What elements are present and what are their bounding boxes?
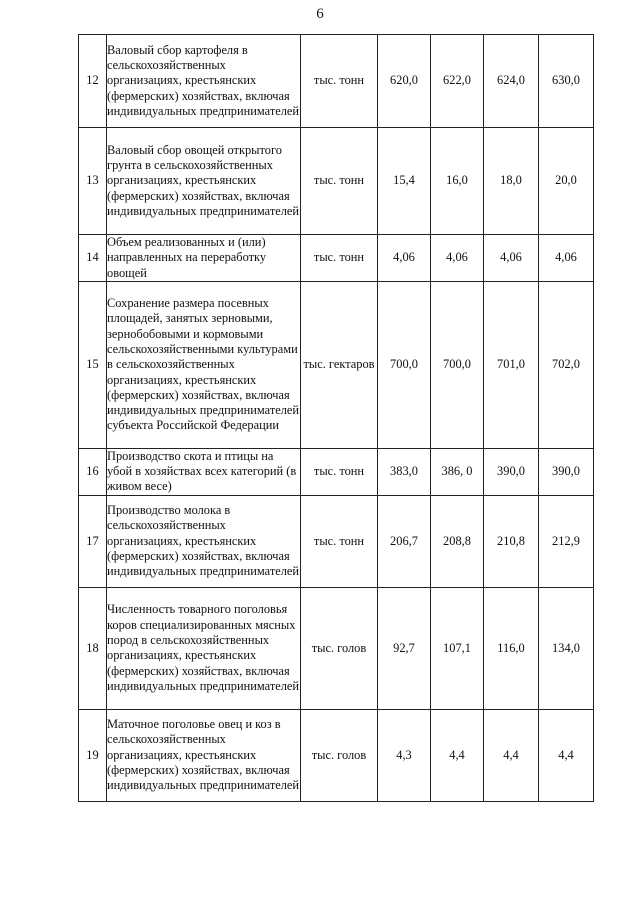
row-number: 19 xyxy=(79,709,107,801)
value-cell: 4,4 xyxy=(431,709,484,801)
value-cell: 16,0 xyxy=(431,128,484,235)
value-cell: 20,0 xyxy=(539,128,594,235)
unit-cell: тыс. тонн xyxy=(301,235,378,282)
value-cell: 700,0 xyxy=(431,281,484,448)
row-number: 17 xyxy=(79,495,107,587)
page-number: 6 xyxy=(316,6,324,22)
unit-cell: тыс. гектаров xyxy=(301,281,378,448)
table-row xyxy=(79,281,594,448)
value-cell: 624,0 xyxy=(484,35,539,128)
row-number: 13 xyxy=(79,128,107,235)
value-cell: 701,0 xyxy=(484,281,539,448)
value-cell: 702,0 xyxy=(539,281,594,448)
unit-cell: тыс. тонн xyxy=(301,128,378,235)
indicator-name: Валовый сбор картофеля в сельскохозяйственных организациях, крестьянских (фермерских) хозяйствах, включая индивидуальных предпринимателей xyxy=(107,35,301,128)
indicator-name: Производство скота и птицы на убой в хозяйствах всех категорий (в живом весе) xyxy=(107,448,301,495)
value-cell: 4,3 xyxy=(378,709,431,801)
value-cell: 4,4 xyxy=(539,709,594,801)
indicator-name: Численность товарного поголовья коров специализированных мясных пород в сельскохозяйственных организациях, крестьянских (фермерских) хозяйствах, включая индивидуальных предпринимателей xyxy=(107,587,301,709)
unit-cell: тыс. голов xyxy=(301,709,378,801)
row-number: 14 xyxy=(79,235,107,282)
indicator-name: Сохранение размера посевных площадей, занятых зерновыми, зернобобовыми и кормовыми сельскохозяйственными культурами в сельскохозяйственных организациях, крестьянских (фермерских) хозяйствах, включая индивидуальных предпринимателей субъекта Российской Федерации xyxy=(107,281,301,448)
table-row xyxy=(79,709,594,801)
table-row xyxy=(79,128,594,235)
value-cell: 390,0 xyxy=(484,448,539,495)
value-cell: 622,0 xyxy=(431,35,484,128)
table-row xyxy=(79,235,594,282)
indicator-name: Маточное поголовье овец и коз в сельскохозяйственных организациях, крестьянских (фермерских) хозяйствах, включая индивидуальных предпринимателей xyxy=(107,709,301,801)
value-cell: 386, 0 xyxy=(431,448,484,495)
value-cell: 212,9 xyxy=(539,495,594,587)
value-cell: 210,8 xyxy=(484,495,539,587)
row-number: 16 xyxy=(79,448,107,495)
unit-cell: тыс. голов xyxy=(301,587,378,709)
table-row xyxy=(79,448,594,495)
value-cell: 390,0 xyxy=(539,448,594,495)
value-cell: 107,1 xyxy=(431,587,484,709)
unit-cell: тыс. тонн xyxy=(301,35,378,128)
indicator-name: Валовый сбор овощей открытого грунта в сельскохозяйственных организациях, крестьянских (фермерских) хозяйствах, включая индивидуальных предпринимателей xyxy=(107,128,301,235)
unit-cell: тыс. тонн xyxy=(301,448,378,495)
value-cell: 4,4 xyxy=(484,709,539,801)
value-cell: 15,4 xyxy=(378,128,431,235)
value-cell: 700,0 xyxy=(378,281,431,448)
value-cell: 18,0 xyxy=(484,128,539,235)
value-cell: 4,06 xyxy=(431,235,484,282)
value-cell: 116,0 xyxy=(484,587,539,709)
table-row xyxy=(79,587,594,709)
value-cell: 4,06 xyxy=(484,235,539,282)
value-cell: 134,0 xyxy=(539,587,594,709)
row-number: 15 xyxy=(79,281,107,448)
unit-cell: тыс. тонн xyxy=(301,495,378,587)
value-cell: 383,0 xyxy=(378,448,431,495)
indicators-table xyxy=(78,34,594,802)
indicator-name: Объем реализованных и (или) направленных на переработку овощей xyxy=(107,235,301,282)
value-cell: 92,7 xyxy=(378,587,431,709)
row-number: 18 xyxy=(79,587,107,709)
value-cell: 620,0 xyxy=(378,35,431,128)
value-cell: 4,06 xyxy=(539,235,594,282)
value-cell: 206,7 xyxy=(378,495,431,587)
value-cell: 630,0 xyxy=(539,35,594,128)
row-number: 12 xyxy=(79,35,107,128)
value-cell: 4,06 xyxy=(378,235,431,282)
indicator-name: Производство молока в сельскохозяйственных организациях, крестьянских (фермерских) хозяйствах, включая индивидуальных предпринимателей xyxy=(107,495,301,587)
value-cell: 208,8 xyxy=(431,495,484,587)
table-row xyxy=(79,35,594,128)
table-row xyxy=(79,495,594,587)
